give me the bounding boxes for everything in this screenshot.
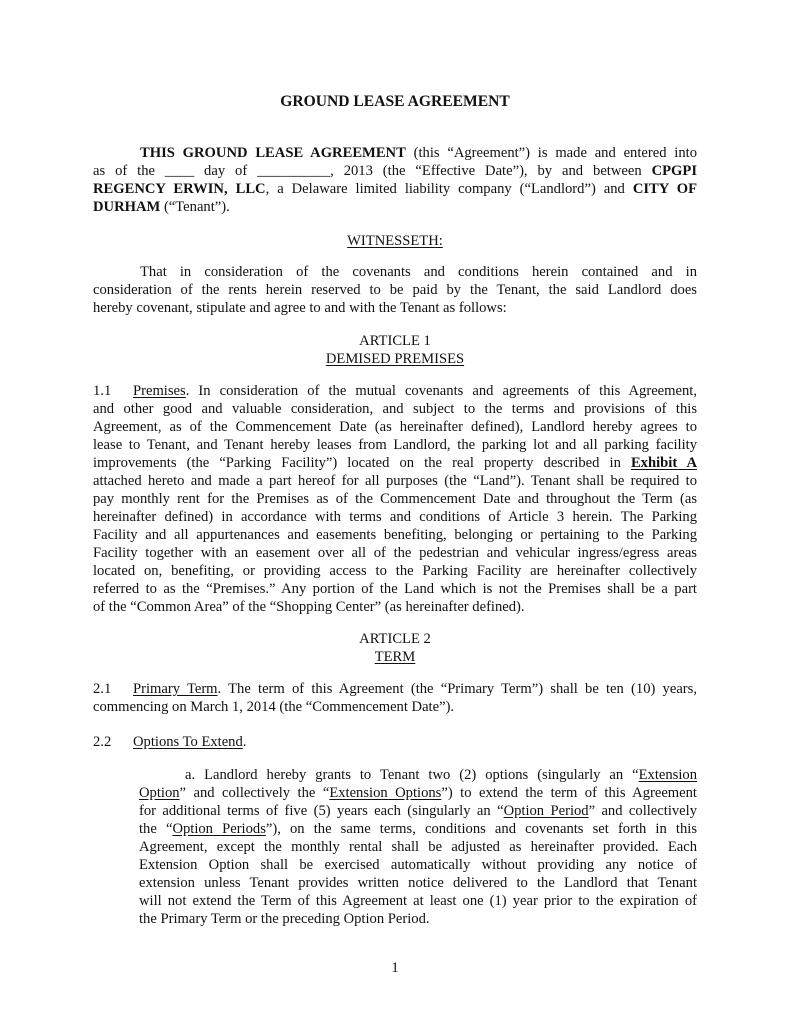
section-2-2-options-to-extend: [93, 733, 697, 751]
text-run: as of the ____ day of __________, 2013 (the “Effective Date”), by and between: [93, 163, 652, 179]
text-run: extension unless Tenant provides written notice delivered to the Landlord that Tenant: [139, 875, 697, 891]
text-line: [93, 198, 697, 216]
text-line: [139, 820, 697, 838]
text-run: consideration of the rents herein reserved to be paid by the Tenant, the said Landlord does: [93, 282, 697, 298]
text-run: Agreement, as of the Commencement Date (as hereinafter defined), Landlord hereby agrees to: [93, 419, 697, 435]
text-run: ARTICLE 1: [359, 333, 431, 349]
text-run: , a Delaware limited liability company (“Landlord”) and: [265, 181, 633, 197]
section-number: 2.2: [93, 734, 112, 750]
underlined-term: Extension: [638, 767, 697, 783]
text-line: [93, 959, 697, 977]
text-line: [93, 490, 697, 508]
text-line: [93, 598, 697, 616]
text-run: the Primary Term or the preceding Option Period.: [139, 911, 430, 927]
text-line: [139, 856, 697, 874]
underlined-term: WITNESSETH:: [347, 233, 443, 249]
text-line: [93, 454, 697, 472]
bold-text: REGENCY ERWIN, LLC: [93, 181, 266, 197]
text-line: [139, 910, 697, 928]
underlined-term: TERM: [374, 649, 416, 665]
text-run: improvements (the “Parking Facility”) located on the real property described in: [93, 455, 631, 471]
text-run: commencing on March 1, 2014 (the “Commencement Date”).: [93, 699, 455, 715]
text-run: Facility together with an easement over all of the pedestrian and vehicular ingress/egress areas: [93, 545, 697, 561]
underlined-term: DEMISED PREMISES: [325, 351, 465, 367]
document-title: [93, 93, 697, 111]
text-line: [93, 144, 697, 162]
underlined-term: Option Periods: [172, 821, 266, 837]
text-run: ” and collectively the “: [179, 785, 330, 801]
text-line: [93, 400, 697, 418]
underlined-term: Primary Term: [133, 681, 218, 697]
text-run: located on, benefiting, or providing access to the Parking Facility are hereinafter collectively: [93, 563, 697, 579]
text-run: . In consideration of the mutual covenants and agreements of this Agreement,: [185, 383, 697, 399]
section-number: 1.1: [93, 383, 112, 399]
underlined-term: Option Period: [503, 803, 589, 819]
text-line: [93, 648, 697, 666]
intro-paragraph: [93, 144, 697, 216]
text-line: [93, 698, 697, 716]
text-run: (this “Agreement”) is made and entered into: [405, 145, 697, 161]
text-run: attached hereto and made a part hereof for all purposes (the “Land”). Tenant shall be required to: [93, 473, 697, 489]
section-2-1-primary-term: [93, 680, 697, 716]
text-line: [93, 332, 697, 350]
text-run: will not extend the Term of this Agreement at least one (1) year prior to the expiration of: [139, 893, 697, 909]
text-line: [93, 382, 697, 400]
section-1-1-premises: [93, 382, 697, 616]
article-1-heading: [93, 332, 697, 368]
underlined-term: Options To Extend: [133, 734, 243, 750]
text-run: a. Landlord hereby grants to Tenant two (2) options (singularly an “: [185, 767, 639, 783]
text-run: referred to as the “Premises.” Any portion of the Land which is not the Premises shall be a part: [93, 581, 697, 597]
section-2-2-a-paragraph: [139, 766, 697, 928]
text-line: [139, 766, 697, 784]
text-line: [93, 299, 697, 317]
text-line: [93, 418, 697, 436]
underlined-term: Extension Options: [329, 785, 442, 801]
text-run: for additional terms of five (5) years each (singularly an “: [139, 803, 504, 819]
text-line: [93, 544, 697, 562]
text-run: the “: [139, 821, 173, 837]
text-run: Facility and all appurtenances and easements benefiting, belonging or pertaining to the Parking: [93, 527, 697, 543]
text-line: [93, 508, 697, 526]
text-run: hereby covenant, stipulate and agree to and with the Tenant as follows:: [93, 300, 507, 316]
text-run: .: [242, 734, 247, 750]
text-run: lease to Tenant, and Tenant hereby leases from Landlord, the parking lot and all parking facility: [93, 437, 697, 453]
text-line: [93, 436, 697, 454]
text-run: ”) to extend the term of this Agreement: [441, 785, 697, 801]
bold-text: GROUND LEASE AGREEMENT: [280, 93, 510, 110]
text-line: [93, 630, 697, 648]
bold-text: DURHAM: [93, 199, 161, 215]
text-line: [93, 93, 697, 111]
text-line: [93, 232, 697, 250]
text-line: [93, 350, 697, 368]
section-number: 2.1: [93, 681, 112, 697]
text-line: [93, 472, 697, 490]
underlined-term: Exhibit A: [630, 455, 697, 471]
text-line: [93, 526, 697, 544]
text-run: of the “Common Area” of the “Shopping Center” (as hereinafter defined).: [93, 599, 525, 615]
text-run: pay monthly rent for the Premises as of the Commencement Date and throughout the Term (as: [93, 491, 697, 507]
text-run: ARTICLE 2: [359, 631, 431, 647]
text-line: [93, 281, 697, 299]
text-line: [139, 784, 697, 802]
text-run: 1: [391, 960, 399, 976]
text-run: ”), on the same terms, conditions and covenants set forth in this: [265, 821, 697, 837]
text-line: [93, 580, 697, 598]
text-run: Extension Option shall be exercised automatically without providing any notice of: [139, 857, 697, 873]
text-line: [93, 263, 697, 281]
text-run: Agreement, except the monthly rental shall be adjusted as hereinafter provided. Each: [139, 839, 697, 855]
text-line: [139, 802, 697, 820]
underlined-term: Option: [139, 785, 180, 801]
text-line: [93, 162, 697, 180]
text-run: and other good and valuable consideration, and subject to the terms and provisions of this: [93, 401, 697, 417]
witnesseth-heading: [93, 232, 697, 250]
text-line: [93, 680, 697, 698]
text-line: [93, 562, 697, 580]
bold-text: THIS GROUND LEASE AGREEMENT: [140, 145, 406, 161]
bold-text: CPGPI: [651, 163, 697, 179]
bold-text: CITY OF: [632, 181, 697, 197]
underlined-term: Premises: [133, 383, 186, 399]
text-line: [139, 892, 697, 910]
text-line: [93, 733, 697, 751]
text-run: That in consideration of the covenants and conditions herein contained and in: [140, 264, 697, 280]
page-number: [93, 959, 697, 977]
article-2-heading: [93, 630, 697, 666]
recital-paragraph: [93, 263, 697, 317]
text-line: [93, 180, 697, 198]
text-line: [139, 838, 697, 856]
text-run: hereinafter defined) in accordance with terms and conditions of Article 3 herein. The Parking: [93, 509, 697, 525]
text-run: . The term of this Agreement (the “Primary Term”) shall be ten (10) years,: [217, 681, 697, 697]
text-run: (“Tenant”).: [160, 199, 230, 215]
text-run: ” and collectively: [588, 803, 697, 819]
text-line: [139, 874, 697, 892]
